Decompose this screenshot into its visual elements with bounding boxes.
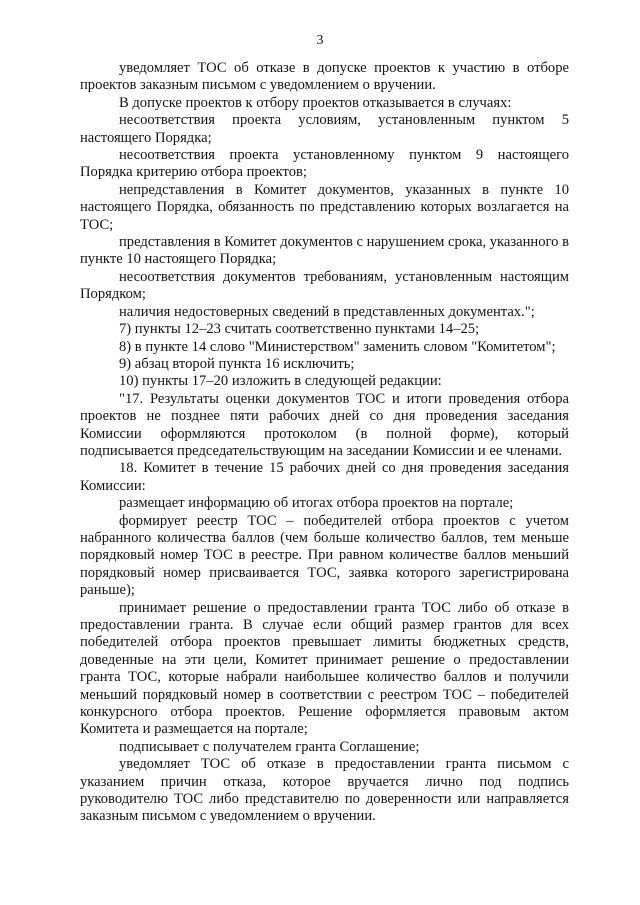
page-number: 3: [316, 33, 324, 48]
paragraph: "17. Результаты оценки документов ТОС и итоги проведения отбора проектов не позднее пяти рабочих дней со дня проведения заседания Комиссии оформляются протоколом (в полной форме), который подписывается председательствующим на заседании Комиссии и ее членами.: [80, 390, 569, 459]
paragraph: принимает решение о предоставлении гранта ТОС либо об отказе в предоставлении гранта. В случае если общий размер грантов для всех победителей отбора проектов превышает лимиты бюджетных средств, доведенные на эти цели, Комитет принимает решение о предоставлении гранта ТОС, которые набрали наибольшее количество баллов и получили меньший порядковый номер в соответствии с реестром ТОС – победителей конкурсного отбора проектов. Решение оформляется правовым актом Комитета и размещается на портале;: [80, 599, 569, 738]
paragraph: подписывает с получателем гранта Соглашение;: [119, 738, 420, 755]
document-body: [80, 60, 569, 826]
paragraph: 8) в пункте 14 слово "Министерством" заменить словом "Комитетом";: [119, 338, 556, 355]
paragraph: несоответствия проекта условиям, установленным пунктом 5 настоящего Порядка;: [80, 112, 569, 146]
paragraph: наличия недостоверных сведений в представленных документах.";: [119, 303, 535, 320]
paragraph: несоответствия документов требованиям, установленным настоящим Порядком;: [80, 268, 569, 303]
paragraph: уведомляет ТОС об отказе в предоставлении гранта письмом с указанием причин отказа, которое вручается лично под подпись руководителю ТОС либо представителю по доверенности или направляется заказным письмом с уведомлением о вручении.: [80, 756, 569, 825]
paragraph: непредставления в Комитет документов, указанных в пункте 10 настоящего Порядка, обязанность по представлению которых возлагается на ТОС;: [80, 181, 569, 233]
paragraph: 10) пункты 17–20 изложить в следующей редакции:: [119, 373, 442, 390]
paragraph: уведомляет ТОС об отказе в допуске проектов к участию в отборе проектов заказным письмом с уведомлением о вручении.: [80, 60, 569, 94]
paragraph: 9) абзац второй пункта 16 исключить;: [119, 355, 355, 372]
paragraph: формирует реестр ТОС – победителей отбора проектов с учетом набранного количества баллов (чем больше количество баллов, тем меньше порядковый номер ТОС в реестре. При равном количестве баллов меньший порядковый номер присваивается ТОС, заявка которого зарегистрирована раньше);: [80, 512, 569, 599]
paragraph: представления в Комитет документов с нарушением срока, указанного в пункте 10 настоящего Порядка;: [80, 234, 569, 268]
paragraph: 18. Комитет в течение 15 рабочих дней со дня проведения заседания Комиссии:: [80, 460, 569, 494]
paragraph: несоответствия проекта установленному пунктом 9 настоящего Порядка критерию отбора проектов;: [80, 147, 569, 181]
paragraph: 7) пункты 12–23 считать соответственно пунктами 14–25;: [119, 321, 480, 338]
paragraph: размещает информацию об итогах отбора проектов на портале;: [119, 495, 514, 512]
paragraph: В допуске проектов к отбору проектов отказывается в случаях:: [119, 94, 512, 111]
